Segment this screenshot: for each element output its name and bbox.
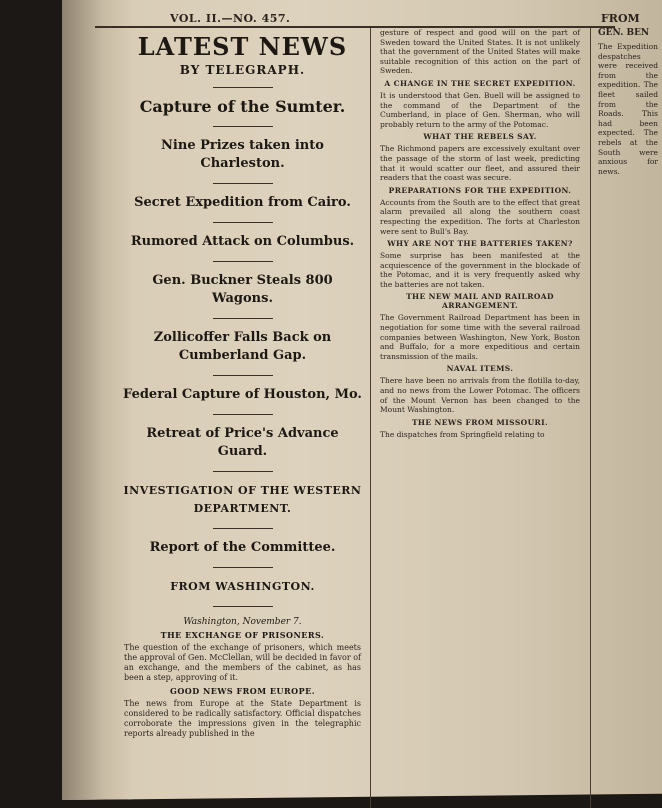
divider <box>213 318 273 319</box>
section-head: A CHANGE IN THE SECRET EXPEDITION. <box>384 78 576 88</box>
divider <box>213 126 273 127</box>
article-body: There have been no arrivals from the flotilla to-day, and no news from the Lower Potomac. The officers of the Mount Vernon has been changed to the Mount Washington. <box>380 376 580 415</box>
headline: Report of the Committee. <box>149 540 336 555</box>
section-head: THE NEWS FROM MISSOURI. <box>411 417 549 427</box>
cut-off-column <box>598 28 658 176</box>
divider <box>213 567 273 568</box>
divider <box>213 414 273 415</box>
divider <box>213 222 273 223</box>
article-body: The Richmond papers are excessively exultant over the passage of the storm of last week, predicting that it would scatter our fleet, and assured their readers that the coast was secure. <box>380 144 580 183</box>
article-body: The news from Europe at the State Department is considered to be radically satisfactory. Official dispatches corroborate the impressions given in the telegraphic reports already published in the <box>124 699 361 738</box>
divider <box>213 183 273 184</box>
divider <box>213 528 273 529</box>
news-column <box>380 28 580 439</box>
article-body: The Government Railroad Department has been in negotiation for some time with the several railroad companies between Washington, New York, Boston and Buffalo, for a more expeditious and certain transmission of the mails. <box>380 313 580 361</box>
headline: Federal Capture of Houston, Mo. <box>123 387 362 402</box>
headline: Secret Expedition from Cairo. <box>134 195 351 210</box>
column-rule <box>590 28 591 808</box>
article-body: The dispatches from Springfield relating to <box>380 429 545 439</box>
divider <box>213 375 273 376</box>
article-body: gesture of respect and good will on the part of Sweden toward the United States. It is not unlikely that the government of the United States will make suitable recognition of this action on the part of Sweden. <box>380 28 580 76</box>
page-title: LATEST NEWS <box>137 32 348 61</box>
section-head: NAVAL ITEMS. <box>446 364 514 374</box>
divider <box>213 471 273 472</box>
headline: Zollicoffer Falls Back on Cumberland Gap. <box>153 330 332 363</box>
headline: Nine Prizes taken into Charleston. <box>161 138 324 171</box>
article-body: It is understood that Gen. Buell will be assigned to the command of the Department of the Cumberland, in place of Gen. Sherman, who will probably return to the army of the Potomac. <box>380 90 580 129</box>
dateline: Washington, November 7. <box>183 617 302 627</box>
section-head: THE NEW MAIL AND RAILROAD ARRANGEMENT. <box>406 292 554 311</box>
headline: Rumored Attack on Columbus. <box>130 234 355 249</box>
section-head: PREPARATIONS FOR THE EXPEDITION. <box>388 185 572 195</box>
section-head: WHY ARE NOT THE BATTERIES TAKEN? <box>387 239 573 249</box>
divider <box>213 606 273 607</box>
volume-number: VOL. II.—NO. 457. <box>170 12 291 25</box>
headline: Retreat of Price's Advance Guard. <box>146 426 339 459</box>
headline: Gen. Buckner Steals 800 Wagons. <box>152 273 333 306</box>
column-head: GEN. BEN <box>598 28 650 38</box>
divider <box>213 87 273 88</box>
headline-column <box>120 28 365 739</box>
section-head: WHAT THE REBELS SAY. <box>423 132 537 142</box>
section-head: THE EXCHANGE OF PRISONERS. <box>160 630 325 640</box>
right-column-head: FROM <box>601 12 640 25</box>
headline: FROM WASHINGTON. <box>170 580 315 593</box>
article-body: Some surprise has been manifested at the acquiescence of the government in the blockade of the Potomac, and it is very frequently asked why the batteries are not taken. <box>380 251 580 289</box>
headline: Capture of the Sumter. <box>139 97 346 116</box>
headline: INVESTIGATION OF THE WESTERN DEPARTMENT. <box>123 484 362 515</box>
page-subtitle: BY TELEGRAPH. <box>179 63 306 77</box>
article-body: Accounts from the South are to the effect that great alarm prevailed all along the southern coast respecting the expedition. The forts at Charleston were sent to Bull's Bay. <box>380 197 580 236</box>
article-body: The question of the exchange of prisoners, which meets the approval of Gen. McClellan, will be decided in favor of an exchange, and the members of the cabinet, as has been a step, approving of it. <box>124 643 361 682</box>
divider <box>213 261 273 262</box>
article-body: The Expedition despatches were received from the expedition. The fleet sailed from the Roads. This had been expected. The rebels at the South were anxious for news. <box>598 42 658 176</box>
section-head: GOOD NEWS FROM EUROPE. <box>170 686 315 696</box>
column-rule <box>370 28 371 808</box>
